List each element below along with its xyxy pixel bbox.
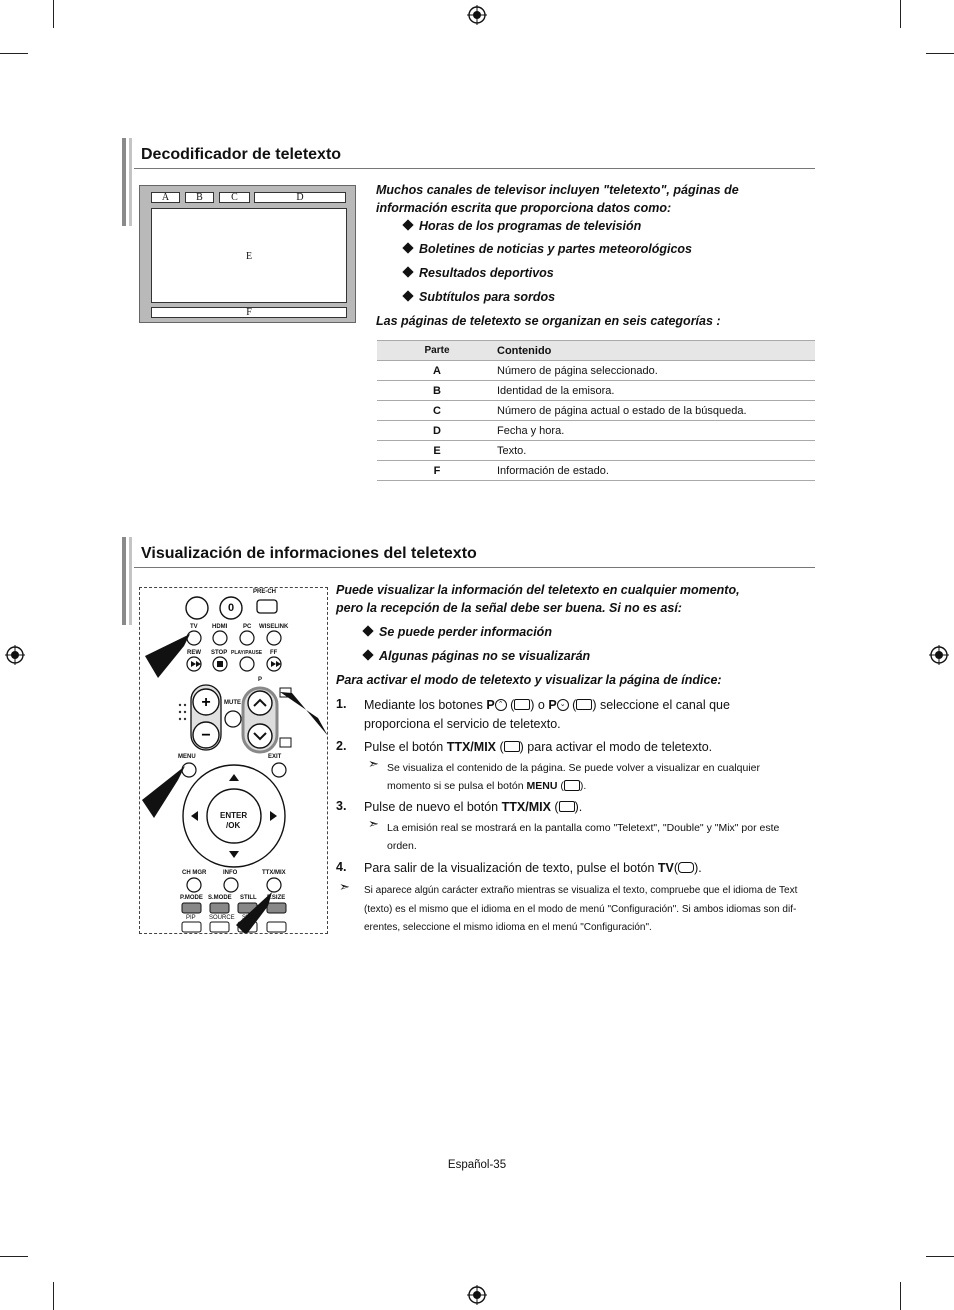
remote-body-icon bbox=[140, 588, 328, 934]
remote-p-label: P bbox=[258, 677, 263, 683]
remote-info-label: INFO bbox=[223, 870, 238, 876]
step-1-text: Mediante los botones P ⌃ ( ) o P ⌄ ( ) seleccione el canal que bbox=[364, 698, 730, 712]
remote-ttx-mix-label: TTX/MIX bbox=[262, 870, 286, 876]
menu-icon bbox=[564, 780, 580, 791]
remote-p-size-label: P.SIZE bbox=[267, 895, 286, 901]
remote-ok-label: /OK bbox=[226, 821, 241, 830]
remote-menu-label: MENU bbox=[178, 754, 196, 760]
diagram-label-f: F bbox=[151, 307, 347, 318]
diagram-label-e: E bbox=[151, 208, 347, 303]
remote-ff-label: FF bbox=[270, 650, 278, 656]
step-1-line2: proporciona el servicio de teletexto. bbox=[364, 717, 561, 731]
ttx-mix-icon bbox=[504, 741, 520, 752]
svg-text:−: − bbox=[201, 727, 211, 744]
remote-zero-label: 0 bbox=[228, 602, 235, 614]
diagram-label-d: D bbox=[254, 192, 346, 203]
remote-pre-ch-label: PRE-CH bbox=[253, 589, 277, 595]
section-accent-bar bbox=[122, 537, 126, 625]
note-arrow-icon: ➣ bbox=[368, 816, 379, 831]
diagram-label-a: A bbox=[151, 192, 180, 203]
ttx-mix-icon bbox=[559, 801, 575, 812]
table-row: C Número de página actual o estado de la búsqueda. bbox=[377, 401, 815, 421]
bullet-item: Boletines de noticias y partes meteorológicos bbox=[404, 242, 692, 256]
remote-exit-label: EXIT bbox=[268, 754, 282, 760]
categories-line: Las páginas de teletexto se organizan en seis categorías : bbox=[376, 314, 721, 328]
table-header-content: Contenido bbox=[497, 341, 815, 361]
bullet-item: Resultados deportivos bbox=[404, 266, 554, 280]
note-arrow-icon: ➣ bbox=[368, 756, 379, 771]
final-note-line3: erentes, seleccione el mismo idioma en el menú "Configuración". bbox=[364, 922, 652, 933]
registration-mark-icon bbox=[929, 645, 949, 665]
step-2-note-line2: momento si se pulsa el botón MENU ( ). bbox=[387, 780, 587, 792]
remote-still-label: STILL bbox=[240, 895, 257, 901]
final-note-line1: Si aparece algún carácter extraño mientras se visualiza el texto, compruebe que el idioma de Text bbox=[364, 885, 798, 896]
channel-up-icon: ⌃ bbox=[495, 699, 507, 711]
section-title: Decodificador de teletexto bbox=[141, 146, 342, 163]
crop-mark bbox=[926, 53, 954, 54]
teletext-diagram bbox=[139, 185, 356, 323]
page-down-icon bbox=[576, 699, 592, 710]
bullet-item: Algunas páginas no se visualizarán bbox=[364, 649, 590, 663]
remote-pc-label: PC bbox=[243, 624, 252, 630]
diamond-bullet-icon bbox=[402, 242, 413, 253]
table-row: F Información de estado. bbox=[377, 461, 815, 481]
note-arrow-icon: ➣ bbox=[339, 879, 350, 894]
section2-intro-line2: pero la recepción de la señal debe ser buena. Si no es así: bbox=[336, 601, 682, 615]
table-header-row bbox=[377, 341, 815, 361]
registration-mark-icon bbox=[467, 1285, 487, 1305]
diamond-bullet-icon bbox=[362, 649, 373, 660]
section1-intro: Muchos canales de televisor incluyen "teletexto", páginas de información escrita que proporciona datos como: bbox=[376, 183, 739, 215]
step-number: 1. bbox=[336, 697, 347, 711]
tv-icon bbox=[678, 862, 694, 873]
section-accent-bar bbox=[122, 138, 126, 226]
crop-mark bbox=[0, 1256, 28, 1257]
table-row: D Fecha y hora. bbox=[377, 421, 815, 441]
remote-pip-label: PIP bbox=[186, 915, 196, 921]
diagram-label-b: B bbox=[185, 192, 214, 203]
bullet-item: Horas de los programas de televisión bbox=[404, 219, 641, 233]
remote-enter-label: ENTER bbox=[220, 811, 248, 820]
diamond-bullet-icon bbox=[402, 266, 413, 277]
table-row: B Identidad de la emisora. bbox=[377, 381, 815, 401]
diamond-bullet-icon bbox=[402, 219, 413, 230]
section-rule bbox=[134, 567, 815, 568]
page-up-icon bbox=[514, 699, 530, 710]
diamond-bullet-icon bbox=[362, 625, 373, 636]
remote-source-label: SOURCE bbox=[209, 915, 235, 921]
section-title: Visualización de informaciones del teletexto bbox=[141, 545, 477, 562]
step-3-note-line1: La emisión real se mostrará en la pantalla como "Teletext", "Double" y "Mix" por este bbox=[387, 822, 780, 834]
bullet-item: Subtítulos para sordos bbox=[404, 290, 555, 304]
step-3-text: Pulse de nuevo el botón TTX/MIX ( ). bbox=[364, 800, 583, 814]
remote-s-mode-label: S.MODE bbox=[208, 895, 232, 901]
crop-mark bbox=[53, 1282, 54, 1310]
crop-mark bbox=[0, 53, 28, 54]
crop-mark bbox=[900, 1282, 901, 1310]
crop-mark bbox=[53, 0, 54, 28]
remote-wiselink-label: WISELINK bbox=[259, 624, 289, 630]
bullet-item: Se puede perder información bbox=[364, 625, 552, 639]
registration-mark-icon bbox=[467, 5, 487, 25]
remote-p-mode-label: P.MODE bbox=[180, 895, 203, 901]
step-number: 4. bbox=[336, 860, 347, 874]
remote-hdmi-label: HDMI bbox=[212, 624, 228, 630]
remote-rew-label: REW bbox=[187, 650, 201, 656]
remote-swap-label: SWAP bbox=[242, 915, 260, 921]
activate-line: Para activar el modo de teletexto y visualizar la página de índice: bbox=[336, 673, 722, 687]
remote-playpause-label: PLAY/PAUSE bbox=[231, 650, 263, 656]
step-number: 3. bbox=[336, 799, 347, 813]
diamond-bullet-icon bbox=[402, 290, 413, 301]
remote-stop-label: STOP bbox=[211, 650, 228, 656]
diagram-label-c: C bbox=[219, 192, 250, 203]
section-accent-bar bbox=[129, 537, 132, 625]
step-number: 2. bbox=[336, 739, 347, 753]
table-row: A Número de página seleccionado. bbox=[377, 361, 815, 381]
svg-text:+: + bbox=[201, 694, 211, 711]
crop-mark bbox=[926, 1256, 954, 1257]
step-2-text: Pulse el botón TTX/MIX ( ) para activar el modo de teletexto. bbox=[364, 740, 713, 754]
section2-intro-line1: Puede visualizar la información del teletexto en cualquier momento, bbox=[336, 583, 740, 597]
final-note-line2: (texto) es el mismo que el idioma en el modo de menú "Configuración". Si ambos idiomas son dif- bbox=[364, 904, 797, 915]
section-rule bbox=[134, 168, 815, 169]
table-row: E Texto. bbox=[377, 441, 815, 461]
remote-tv-label: TV bbox=[190, 624, 198, 630]
channel-down-icon: ⌄ bbox=[557, 699, 569, 711]
registration-mark-icon bbox=[5, 645, 25, 665]
step-4-text: Para salir de la visualización de texto, pulse el botón TV( ). bbox=[364, 861, 702, 875]
table-header-part: Parte bbox=[377, 341, 497, 361]
crop-mark bbox=[900, 0, 901, 28]
step-2-note-line1: Se visualiza el contenido de la página. Se puede volver a visualizar en cualquier bbox=[387, 762, 760, 774]
remote-ch-mgr-label: CH MGR bbox=[182, 870, 207, 876]
remote-mute-label: MUTE bbox=[224, 700, 241, 706]
section-accent-bar bbox=[129, 138, 132, 226]
remote-control-illustration bbox=[139, 587, 328, 934]
parts-table bbox=[377, 340, 815, 481]
page-footer: Español-35 bbox=[447, 1159, 507, 1171]
step-3-note-line2: orden. bbox=[387, 840, 417, 852]
